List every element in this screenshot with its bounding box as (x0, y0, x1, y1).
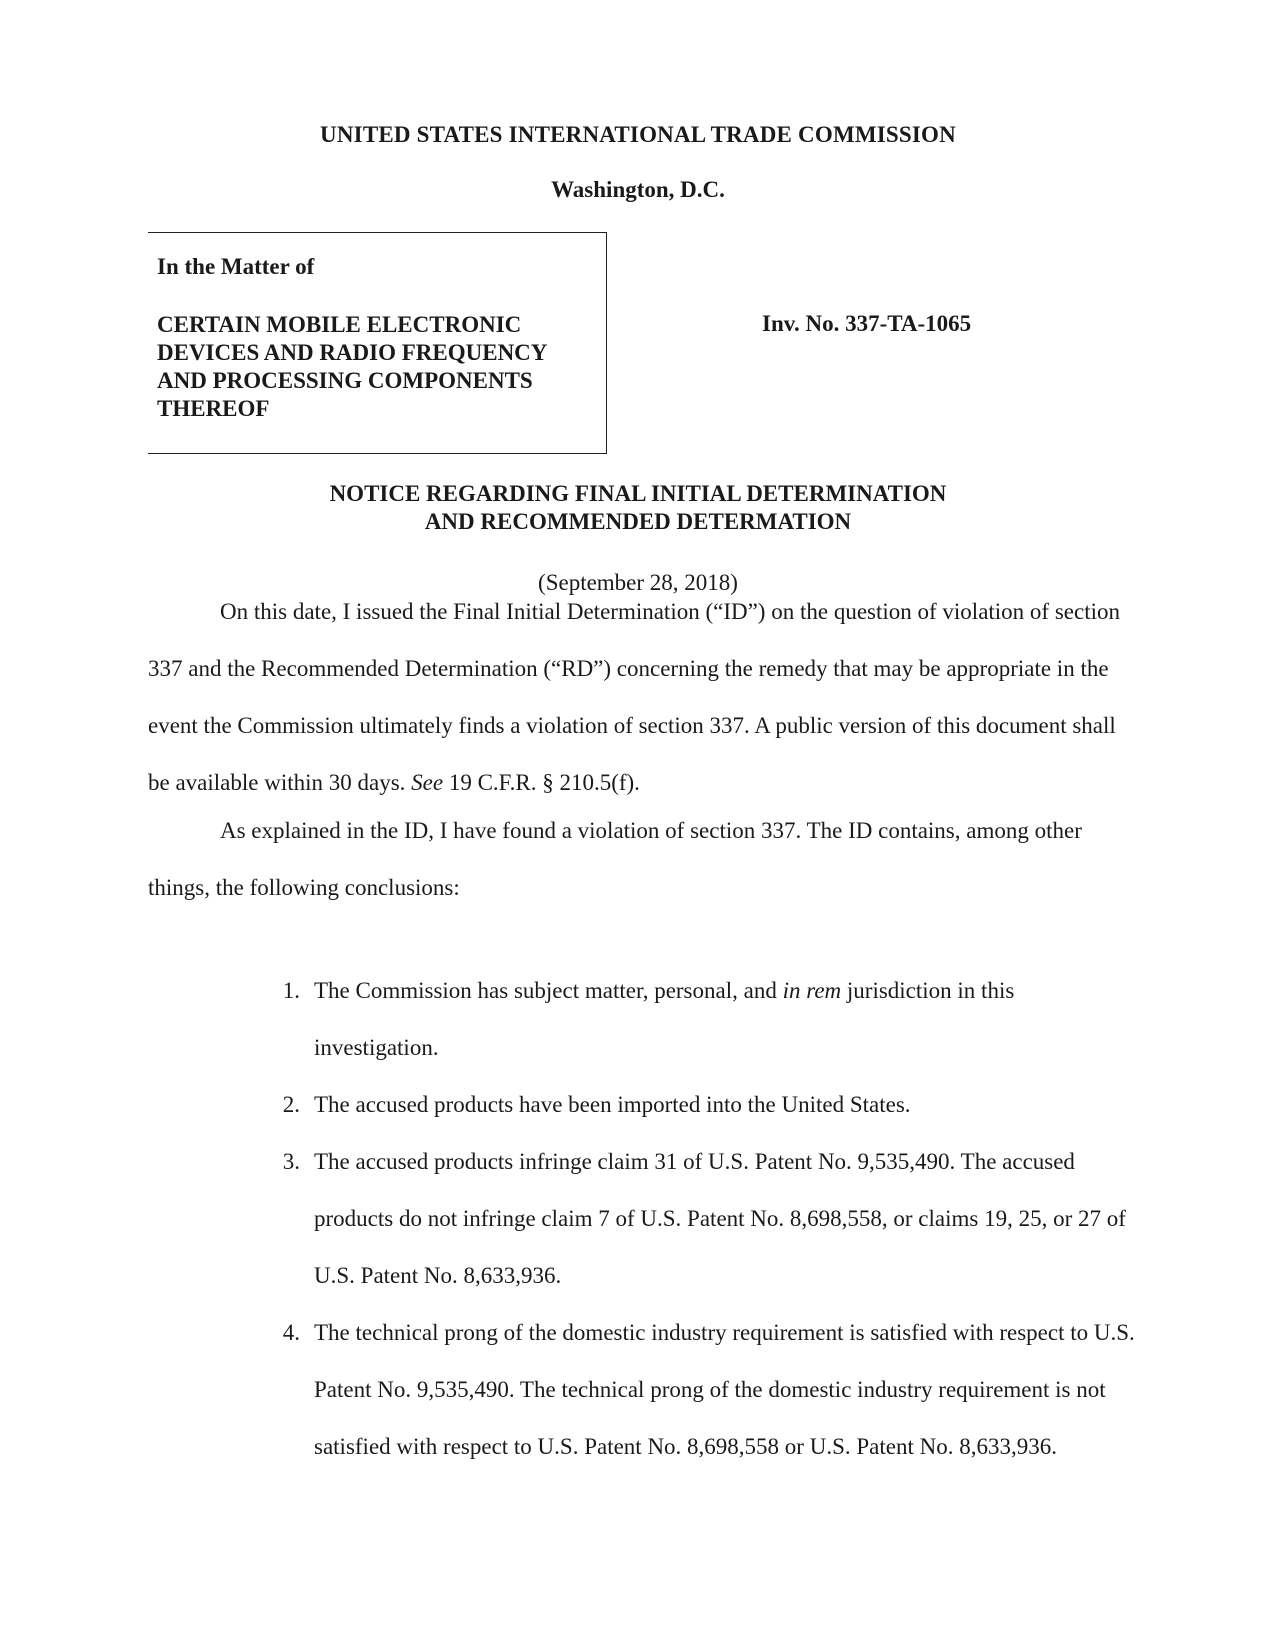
city-heading: Washington, D.C. (551, 177, 725, 202)
agency-heading: UNITED STATES INTERNATIONAL TRADE COMMISSION (320, 122, 956, 147)
notice-title-line-1: NOTICE REGARDING FINAL INITIAL DETERMINATION (329, 481, 947, 506)
list-text (314, 962, 1140, 1076)
notice-title-line-2: AND RECOMMENDED DETERMATION (424, 509, 852, 534)
paragraph-1 (148, 583, 1128, 811)
in-rem-term: in rem (782, 978, 842, 1003)
list-number: 2. (282, 1092, 300, 1117)
conclusions-list (260, 962, 1140, 1475)
paragraph-2-text: As explained in the ID, I have found a violation of section 337. The ID contains, among other things, the following conclusions: (148, 818, 1082, 900)
list-item (260, 1133, 1140, 1304)
conclusion-1-text: The Commission has subject matter, personal, and (314, 978, 783, 1003)
list-item (260, 1076, 1140, 1133)
investigation-number: Inv. No. 337-TA-1065 (762, 311, 972, 336)
matter-title: CERTAIN MOBILE ELECTRONIC DEVICES AND RADIO FREQUENCY AND PROCESSING COMPONENTS THEREOF (157, 312, 547, 421)
list-number: 1. (282, 978, 300, 1003)
list-text: The accused products infringe claim 31 of U.S. Patent No. 9,535,490. The accused products do not infringe claim 7 of U.S. Patent No. 8,698,558, or claims 19, 25, or 27 of U.S. Patent No. 8,633,936. (314, 1149, 1126, 1288)
list-item (260, 1304, 1140, 1475)
cfr-citation: 19 C.F.R. § 210.5(f). (443, 770, 640, 795)
list-item (260, 962, 1140, 1076)
list-text: The technical prong of the domestic industry requirement is satisfied with respect to U.S. Patent No. 9,535,490. The technical prong of the domestic industry requirement is not satisfied with respect to U.S. Patent No. 8,698,558 or U.S. Patent No. 8,633,936. (314, 1320, 1135, 1459)
see-signal: See (411, 770, 444, 795)
notice-date: (September 28, 2018) (538, 570, 738, 595)
list-text: The accused products have been imported into the United States. (314, 1092, 911, 1117)
list-number: 3. (282, 1149, 300, 1174)
paragraph-2 (148, 802, 1128, 916)
notice-title (0, 480, 1276, 536)
matter-intro: In the Matter of (157, 254, 315, 279)
list-number: 4. (282, 1320, 300, 1345)
conclusion-1-text-end: jurisdiction in this investigation. (314, 978, 1015, 1060)
paragraph-1-text: On this date, I issued the Final Initial Determination (“ID”) on the question of violation of section 337 and the Recommended Determination (“RD”) concerning the remedy that may be appropriate in the event the Commission ultimately finds a violation of section 337. A public version of this document shall be available within 30 days. (148, 599, 1120, 795)
